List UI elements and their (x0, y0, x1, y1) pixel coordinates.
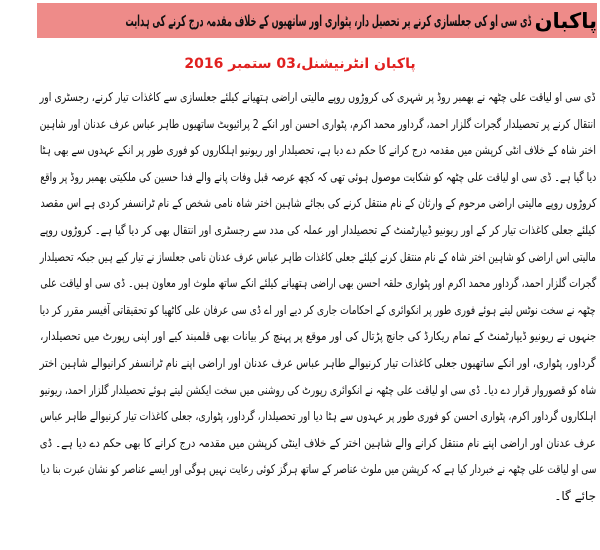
article-line-text: دیا گیا ہے۔ ڈی سی او لیاقت علی چٹھہ کو شکایت موصول ہوئی تھی کہ کچھ عرصہ قبل وفات پانے والے فدا حسین کی ملکیتی بھمبر روڈ پر واقع (40, 169, 596, 184)
article-line (40, 111, 596, 138)
article-line (40, 84, 596, 111)
brand-label: پاکبان (534, 8, 597, 33)
article-line (40, 217, 596, 244)
article-line-text: انتقال کرنے پر تحصیلدار گجرات گلزار احمد، گرداور محمد اکرم، پٹواری احسن اور انکے 2 پرائیویٹ ساتھیوں طاہر عباس عرف عدنان اور شاہین (40, 116, 596, 131)
article-line (40, 350, 596, 377)
article-line-text: شاہ کو قصوروار قرار دے دیا۔ ڈی سی او لیاقت علی چٹھہ نے انکوائری رپورٹ کی روشنی میں سخت ایکشن لیتے ہوئے تحصیلدار گلزار احمد، ریونیو (40, 382, 596, 397)
article-line-text: اہلکاروں گرداور اکرم، پٹواری احسن کو فوری طور پر عہدوں سے ہٹا دیا اور تحصیلدار، گرداور، پٹواری، جعلی کاغذات تیار کرنیوالے طاہر عباس (40, 409, 596, 424)
article-line-text: گجرات گلزار احمد، گرداور محمد اکرم اور پٹواری حلقہ احسن بھی اراضی ہتھیانے کیلئے انکے ساتھ ملوث اور معاون ہیں۔ ڈی سی او لیاقت علی (40, 276, 596, 291)
article-line (40, 403, 596, 430)
article-line-text: مالیتی اس اراضی کو شاہین اختر شاہ کے نام منتقل کرنے کیلئے جعلی کاغذات طاہر عباس عرف عدنان نامی جعلساز نے تیار کیے ہیں جبکہ تحصیلدار (40, 249, 596, 264)
article-body (40, 84, 596, 510)
article-line-text: اختر شاہ کے خلاف انٹی کرپشن میں مقدمہ درج کرانے کا حکم دے دیا ہے، تحصیلدار اور ریونیو اہلکاروں کو فوری طور پر انکے عہدوں سے بھی ہٹا (40, 143, 596, 158)
article-line (40, 430, 596, 457)
article-line (40, 377, 596, 404)
headline-title: ڈی سی او کی جعلسازی کرنے پر تحصیل دار، پٹواری اور ساتھیوں کے خلاف مقدمہ درج کرنے کی ہدایت (125, 11, 532, 30)
article-line (40, 456, 596, 483)
article-line (40, 190, 596, 217)
article-line (40, 483, 596, 510)
article-line (40, 244, 596, 271)
article-line-text: جائے گا۔ (554, 488, 596, 503)
article-line-text: چٹھہ نے سخت نوٹس لیتے ہوئے فوری طور پر انکوائری کے احکامات جاری کر دیے اور اے ڈی سی عرفان علی کاٹھیا کو تحقیقاتی آفیسر مقرر کر دیا (40, 302, 596, 317)
article-line (40, 164, 596, 191)
article-line (40, 270, 596, 297)
article-line (40, 137, 596, 164)
article-line-text: کیلئے جعلی کاغذات تیار کر کے اور ریونیو ڈیپارٹمنٹ کے تحصیلدار اور عملہ کی مدد سے رجسٹری اور انتقال بھی کر دیا گیا ہے۔ کروڑوں روپے (40, 222, 596, 237)
article-line (40, 323, 596, 350)
article-line-text: گرداور، پٹواری، اور انکے ساتھیوں جعلی کاغذات تیار کرنیوالے طاہر عباس عرف عدنان اور اراضی اپنے نام ٹرانسفر کرانیوالے شاہین اختر (40, 355, 596, 370)
article-line-text: سی او لیاقت علی چٹھہ نے خبردار کیا ہے کہ کرپشن میں ملوث عناصر کے ساتھ ہرگز کوئی رعایت نہیں ہوگی اور ایسے عناصر کو نشان عبرت بنا دیا (40, 462, 596, 477)
article-line-text: ڈی سی او لیاقت علی چٹھہ نے بھمبر روڈ پر شہری کی کروڑوں روپے مالیتی اراضی ہتھیانے کیلئے جعلسازی سے کاغذات تیار کرنے، رجسٹری اور (40, 90, 596, 104)
article-line (40, 297, 596, 324)
article-line-text: کروڑوں روپے مالیتی اراضی مرحوم کے وارثان کے نام منتقل کرنے کی بجائے شاہین اختر شاہ نامی شخص کے نام ٹرانسفر کردی ہے اس مقصد (40, 196, 596, 211)
headline-bar (37, 3, 597, 38)
article-line-text: عرف عدنان اور اراضی اپنے نام منتقل کرانے والے شاہین اختر کے خلاف اینٹی کرپشن میں مقدمہ درج کرانے کا بھی حکم دے دیا ہے۔ ڈی (40, 435, 596, 450)
article-line-text: جنہوں نے ریونیو ڈیپارٹمنٹ کے تمام ریکارڈ کی جانچ پڑتال کی اور موقع پر پہنچ کر بیانات بھی قلمبند کیے اور اپنی رپورٹ میں تحصیلدار، (40, 329, 596, 344)
dateline: پاکبان انٹرنیشنل،03 ستمبر 2016 (184, 56, 416, 72)
